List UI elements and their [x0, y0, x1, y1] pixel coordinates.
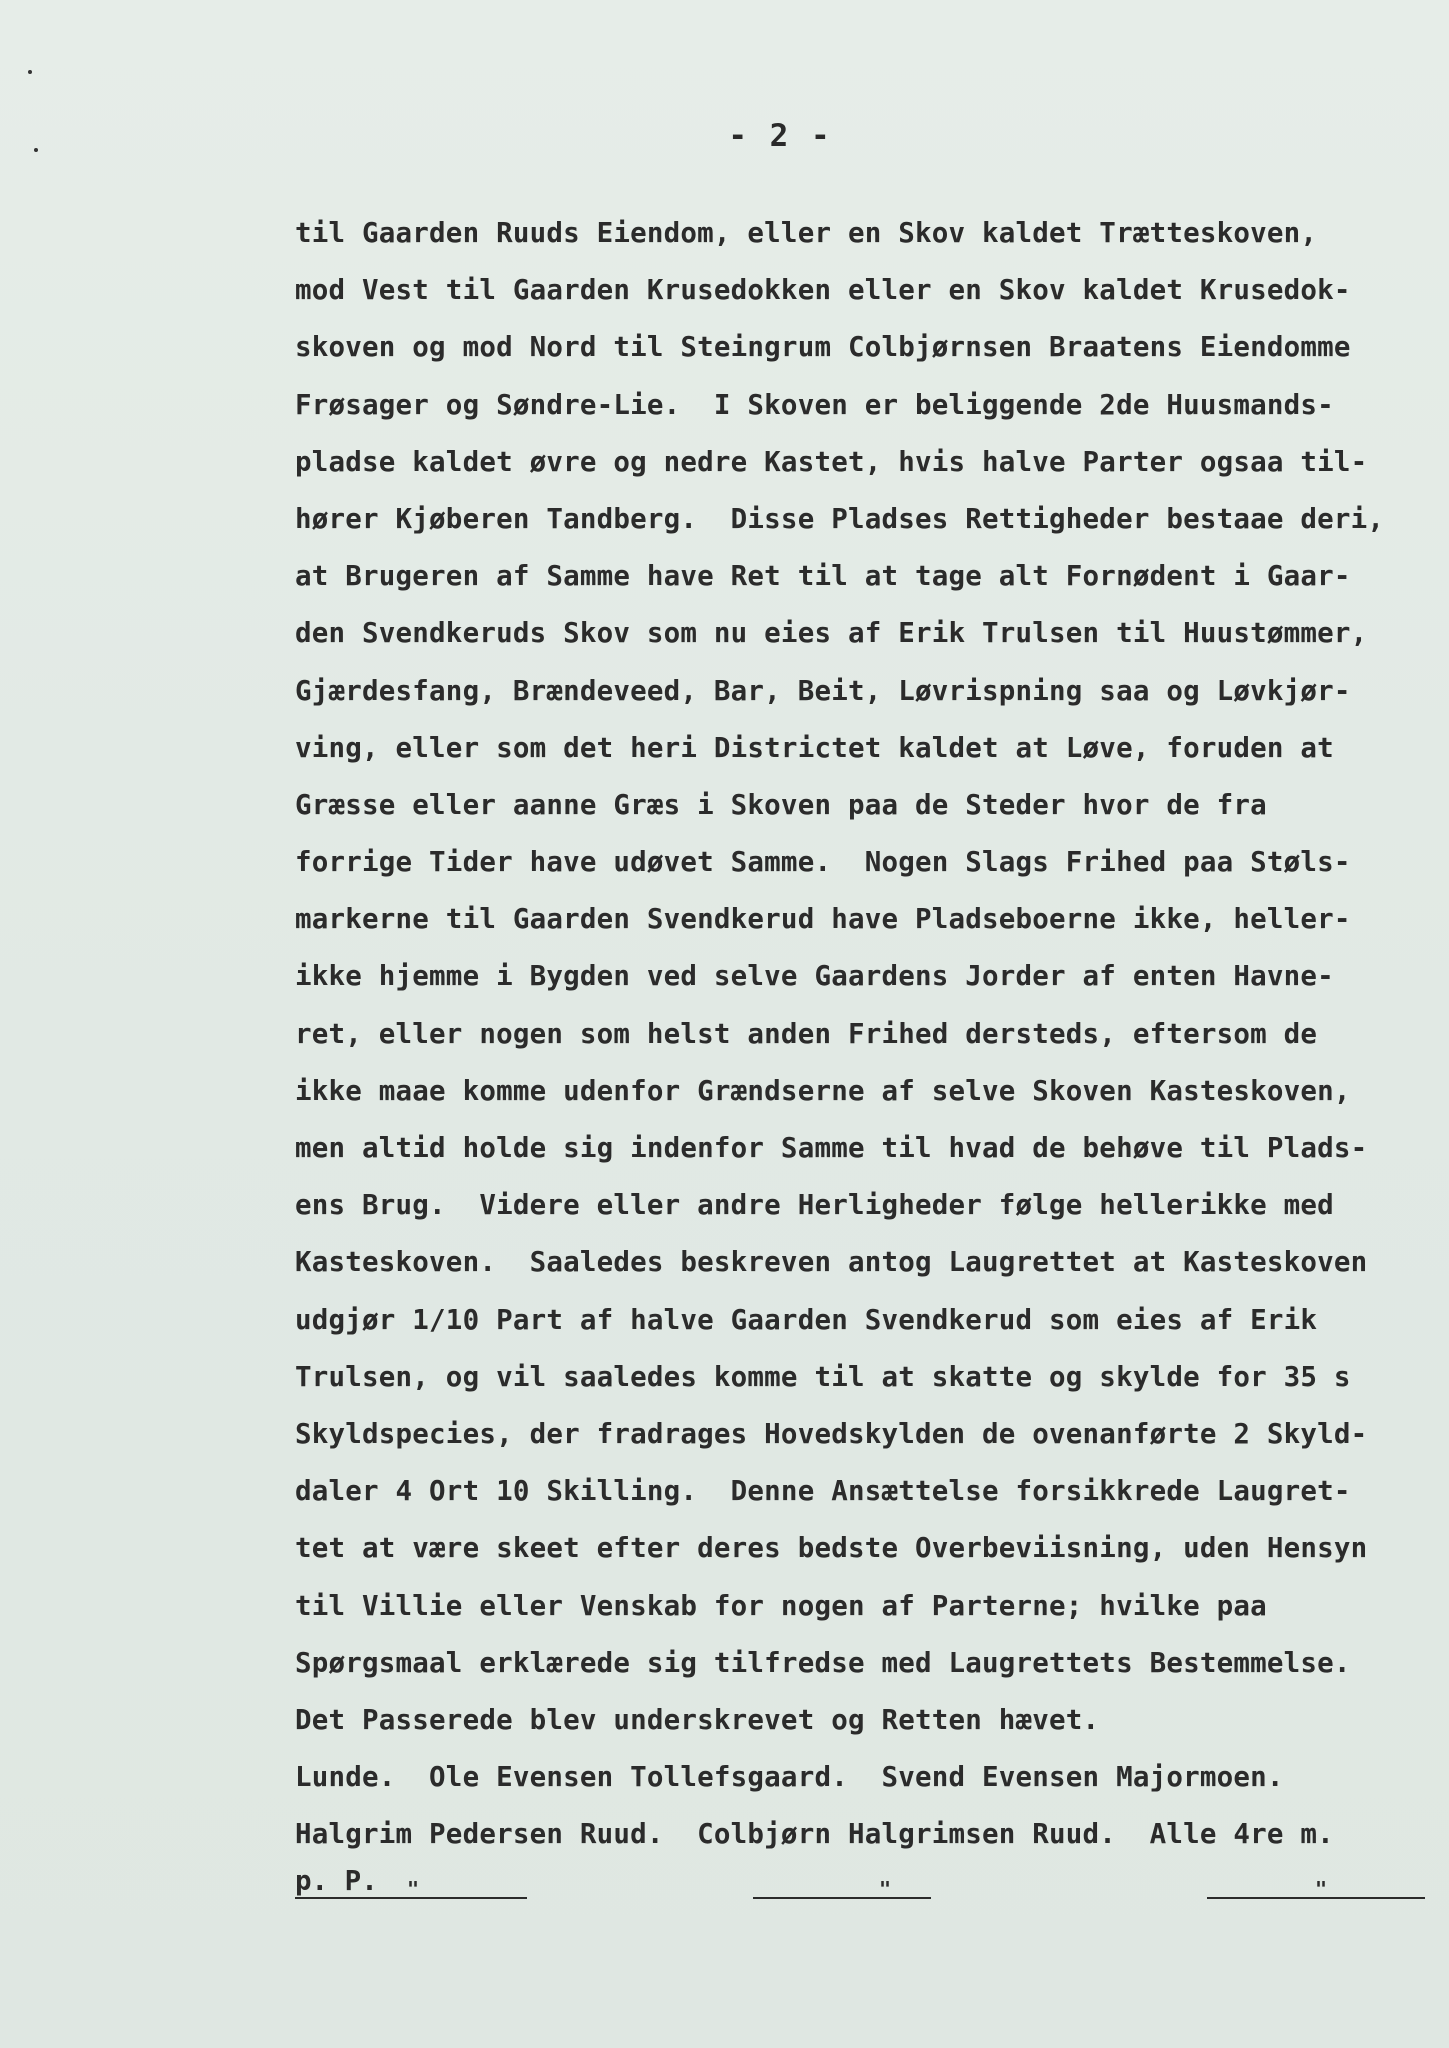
- text-line: Spørgsmaal erklærede sig tilfredse med Laugrettets Bestemmelse.: [295, 1646, 1351, 1679]
- text-line: forrige Tider have udøvet Samme. Nogen Slags Frihed paa Støls-: [295, 846, 1351, 879]
- text-line: Trulsen, og vil saaledes komme til at skatte og skylde for 35 s: [295, 1360, 1351, 1393]
- text-line: til Gaarden Ruuds Eiendom, eller en Skov kaldet Trætteskoven,: [295, 217, 1318, 249]
- page-number: - 2 -: [728, 118, 832, 154]
- signature-row: [295, 1857, 1425, 1907]
- text-line: til Villie eller Venskab for nogen af Parterne; hvilke paa: [295, 1589, 1267, 1622]
- text-line: at Brugeren af Samme have Ret til at tage alt Fornødent i Gaar-: [295, 560, 1351, 593]
- text-line: Græsse eller aanne Græs i Skoven paa de Steder hvor de fra: [295, 788, 1267, 821]
- text-line: ens Brug. Videre eller andre Herligheder følge hellerikke med: [295, 1189, 1334, 1222]
- text-line: Halgrim Pedersen Ruud. Colbjørn Halgrimsen Ruud. Alle 4re m.: [295, 1818, 1334, 1851]
- text-line: daler 4 Ort 10 Skilling. Denne Ansættelse forsikkrede Laugret-: [295, 1475, 1351, 1508]
- text-line: udgjør 1/10 Part af halve Gaarden Svendkerud som eies af Erik: [295, 1303, 1318, 1336]
- text-line: Lunde. Ole Evensen Tollefsgaard. Svend Evensen Majormoen.: [295, 1761, 1284, 1794]
- text-line: Det Passerede blev underskrevet og Retten hævet.: [295, 1703, 1100, 1736]
- ditto-mark: ": [879, 1877, 892, 1901]
- signature-label: p. P.: [295, 1865, 378, 1897]
- text-line: men altid holde sig indenfor Samme til hvad de behøve til Plads-: [295, 1132, 1368, 1164]
- text-line: pladse kaldet øvre og nedre Kastet, hvis halve Parter ogsaa til-: [295, 445, 1368, 478]
- text-line: ving, eller som det heri Districtet kaldet at Løve, foruden at: [295, 731, 1334, 764]
- body-text: [295, 205, 1425, 1863]
- text-line: Gjærdesfang, Brændeveed, Bar, Beit, Løvrispning saa og Løvkjør-: [295, 674, 1351, 707]
- text-line: Skyldspecies, der fradrages Hovedskylden de ovenanførte 2 Skyld-: [295, 1417, 1368, 1450]
- text-line: hører Kjøberen Tandberg. Disse Pladses Rettigheder bestaae deri,: [295, 502, 1385, 535]
- ditto-mark: ": [1315, 1877, 1328, 1901]
- text-line: Frøsager og Søndre-Lie. I Skoven er beliggende 2de Huusmands-: [295, 388, 1334, 421]
- text-line: markerne til Gaarden Svendkerud have Pladseboerne ikke, heller-: [295, 903, 1351, 936]
- text-line: ret, eller nogen som helst anden Frihed dersteds, eftersom de: [295, 1017, 1318, 1050]
- ditto-mark: ": [407, 1877, 420, 1901]
- text-line: Kasteskoven. Saaledes beskreven antog Laugrettet at Kasteskoven: [295, 1246, 1368, 1279]
- text-line: tet at være skeet efter deres bedste Overbeviisning, uden Hensyn: [295, 1532, 1368, 1565]
- text-line: den Svendkeruds Skov som nu eies af Erik Trulsen til Huustømmer,: [295, 617, 1368, 650]
- scan-mark: [28, 70, 32, 74]
- text-line: mod Vest til Gaarden Krusedokken eller en Skov kaldet Krusedok-: [295, 274, 1351, 307]
- text-line: ikke maae komme udenfor Grændserne af selve Skoven Kasteskoven,: [295, 1074, 1351, 1107]
- signature-line: [753, 1897, 931, 1899]
- text-line: ikke hjemme i Bygden ved selve Gaardens Jorder af enten Havne-: [295, 960, 1334, 993]
- text-line: skoven og mod Nord til Steingrum Colbjørnsen Braatens Eiendomme: [295, 331, 1351, 364]
- scan-mark: [34, 148, 38, 152]
